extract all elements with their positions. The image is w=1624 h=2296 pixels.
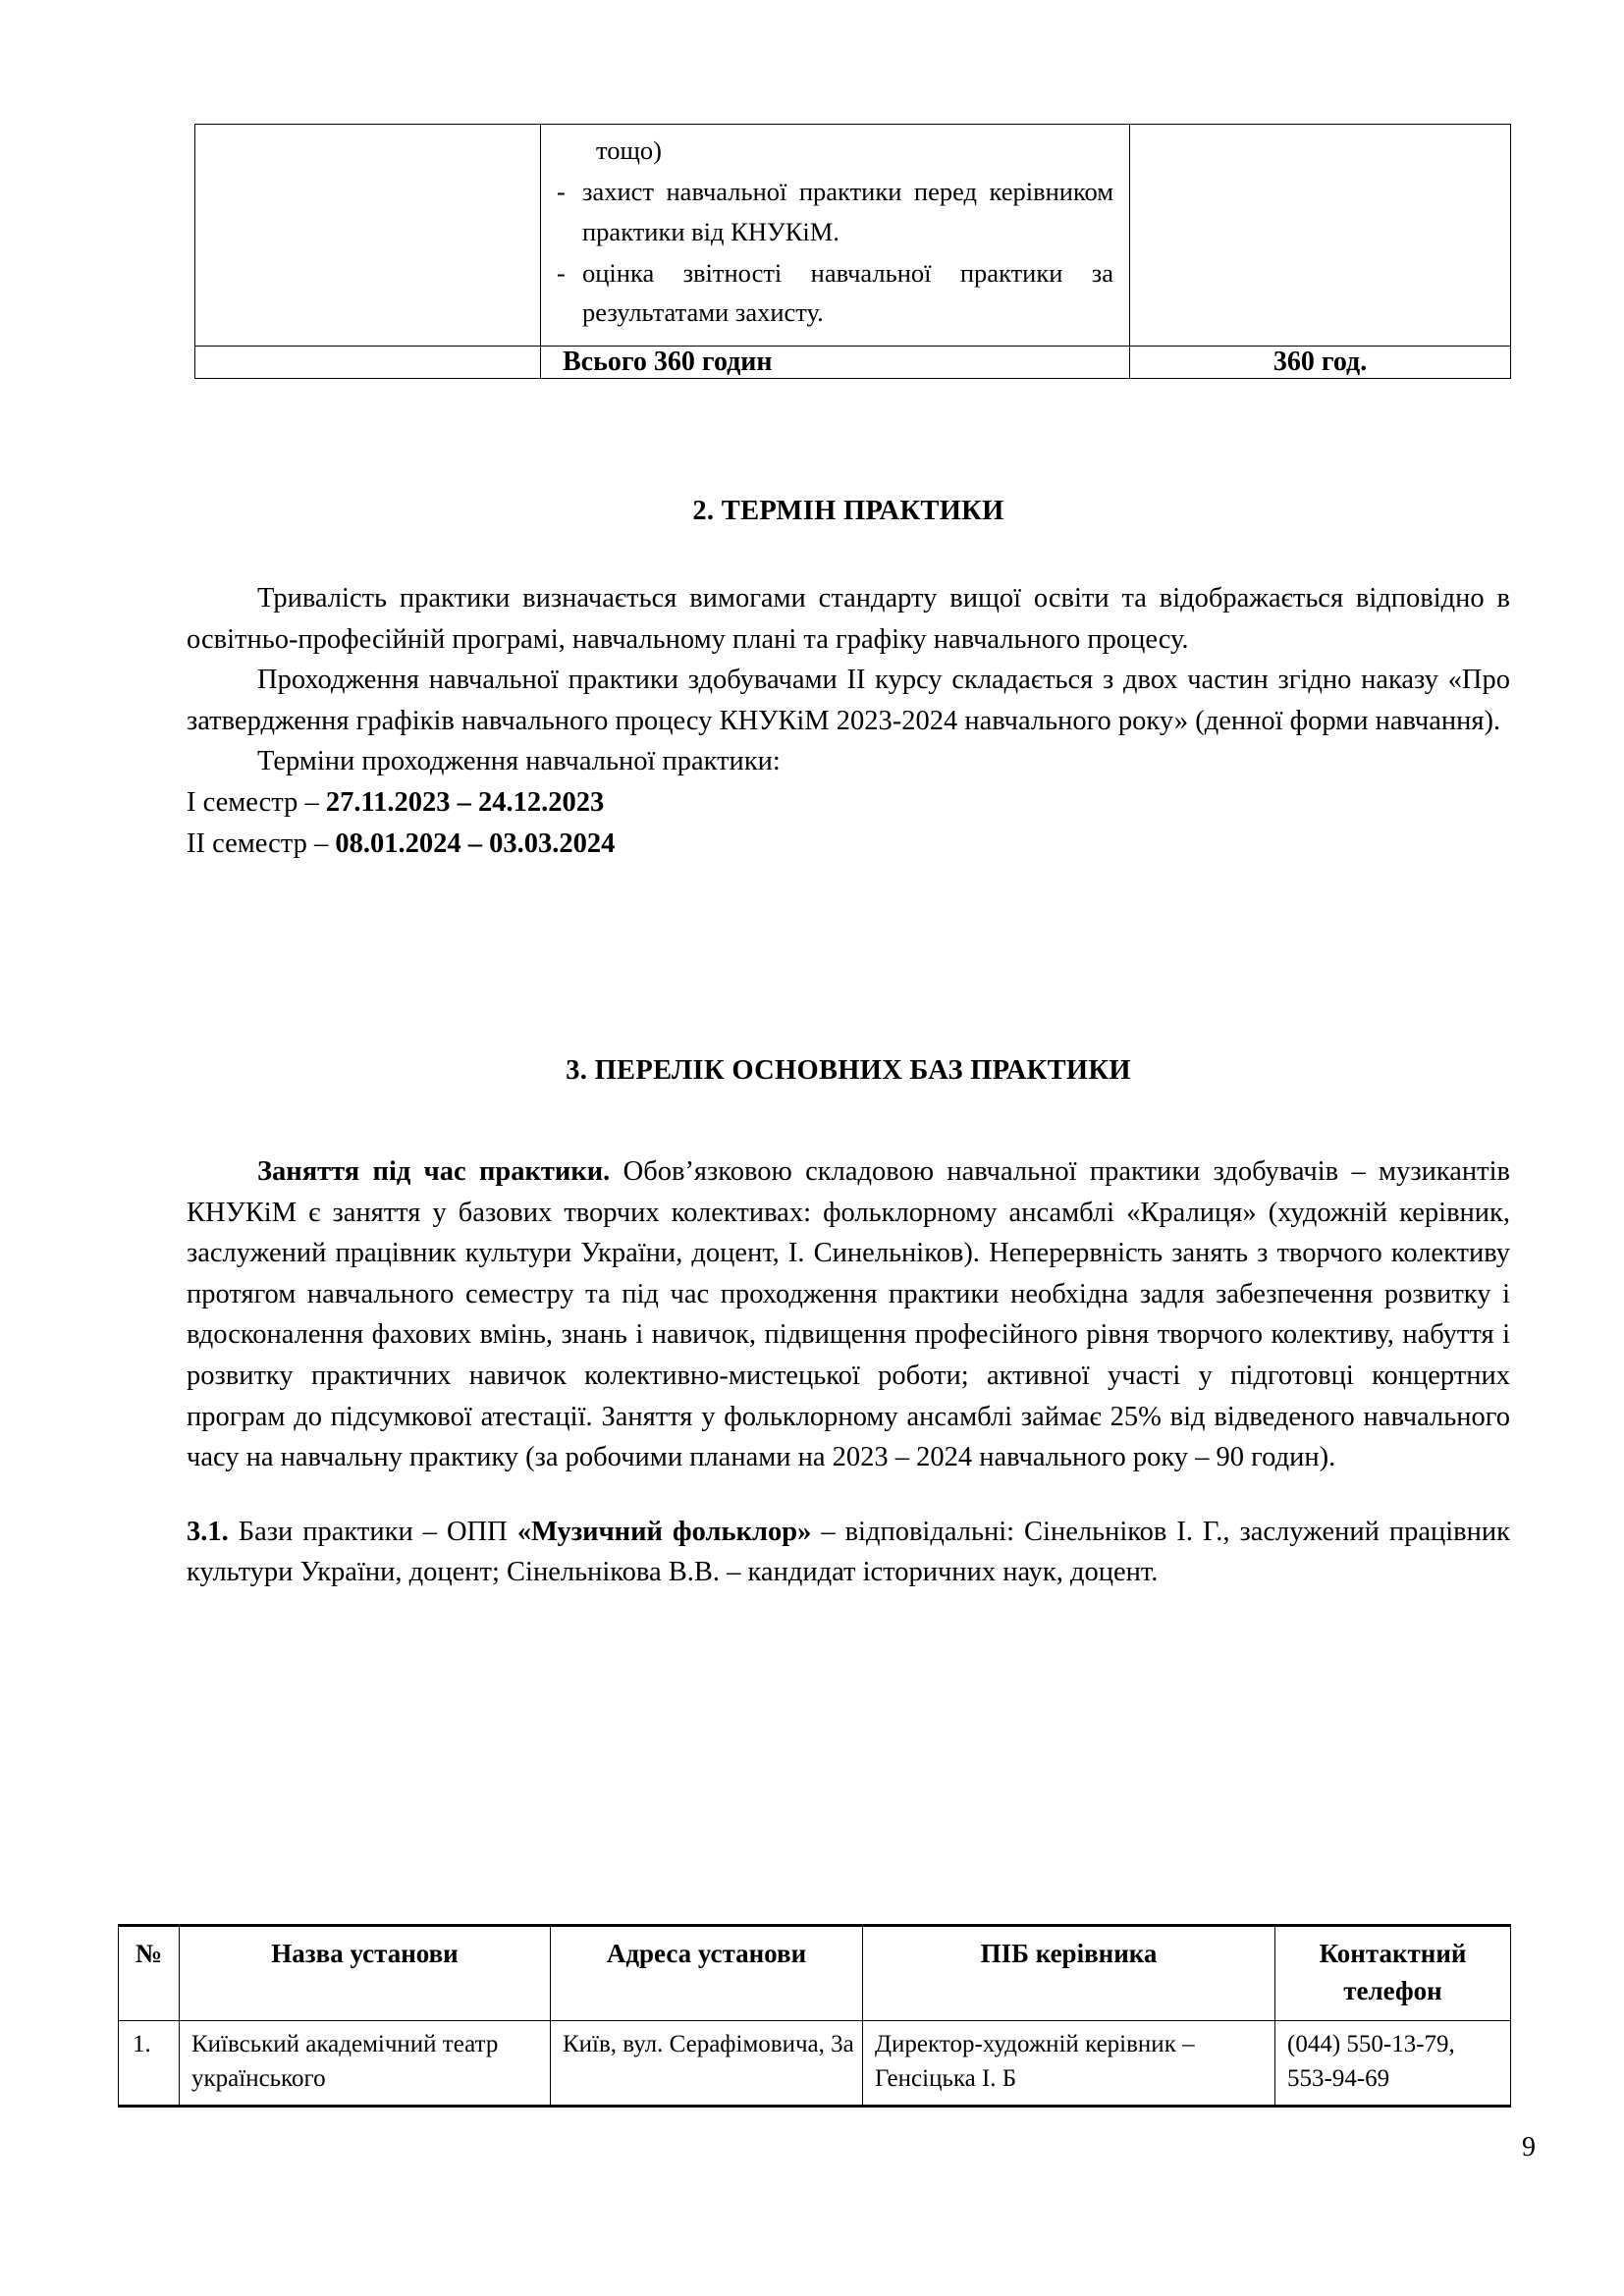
total-label: Всього 360 годин — [541, 347, 1130, 379]
section-3 — [187, 1055, 1510, 1593]
semester-1-label: І семестр – — [187, 787, 326, 819]
section-2-paragraph-1: Тривалість практики визначається вимогами стандарту вищої освіти та відображається відповідно в освітньо-професійній програмі, навчальному плані та графіку навчального процесу. — [187, 583, 1510, 655]
bullet-dash-icon: - — [557, 177, 566, 207]
section-2-paragraph-2: Проходження навчальної практики здобувачами ІІ курсу складається з двох частин згідно наказу «Про затвердження графіків навчального процесу КНУКіМ 2023-2024 навчального року» (денної форми навчання). — [187, 665, 1510, 736]
content-list-cell — [541, 125, 1130, 347]
list-item-text: оцінка звітності навчальної практики за результатами захисту. — [582, 257, 1113, 328]
header-institution-name: Назва установи — [180, 1926, 551, 2021]
header-institution-address: Адреса установи — [551, 1926, 863, 2021]
empty-cell-left — [195, 125, 541, 347]
table-row — [195, 125, 1511, 347]
section-3-heading: 3. ПЕРЕЛІК ОСНОВНИХ БАЗ ПРАКТИКИ — [566, 1055, 1131, 1086]
table-header-row — [119, 1926, 1511, 2021]
list-item — [557, 253, 1113, 333]
lead-bold-run: Заняття під час практики. — [257, 1156, 611, 1187]
table-row — [119, 2020, 1511, 2106]
header-supervisor-name: ПІБ керівника — [863, 1926, 1275, 2021]
cell-number: 1. — [119, 2020, 180, 2106]
section-2 — [187, 496, 1510, 864]
empty-cell-right — [1130, 125, 1511, 347]
item-3-1-paragraph — [187, 1512, 1510, 1593]
section-3-lead-paragraph — [187, 1151, 1510, 1478]
cell-institution-address: Київ, вул. Серафімовича, 3а — [551, 2020, 863, 2106]
list-item — [557, 172, 1113, 251]
section-2-paragraph-3: Терміни проходження навчальної практики: — [257, 746, 781, 777]
header-contact-phone: Контактний телефон — [1275, 1926, 1511, 2021]
cell-institution-name: Київський академічний театр українського — [180, 2020, 551, 2106]
semester-2-label: ІІ семестр – — [187, 828, 336, 859]
semester-1-line — [187, 782, 1510, 824]
cell-first-line: тощо) — [596, 135, 662, 165]
semester-2-line — [187, 824, 1510, 865]
table-total-row — [195, 347, 1511, 379]
page-number: 9 — [1522, 2132, 1536, 2163]
semester-1-dates: 27.11.2023 – 24.12.2023 — [325, 787, 605, 819]
total-value: 360 год. — [1130, 347, 1511, 379]
item-3-1-number: 3.1. — [187, 1516, 229, 1547]
item-3-1-text-before: Бази практики – ОПП — [228, 1516, 517, 1547]
practice-bases-table — [118, 1924, 1511, 2108]
bullet-dash-icon: - — [557, 257, 566, 288]
cell-supervisor-name: Директор-художній керівник – Генсіцька І. Б — [863, 2020, 1275, 2106]
header-number: № — [119, 1926, 180, 2021]
list-item-text: захист навчальної практики перед керівником практики від КНУКіМ. — [582, 177, 1113, 246]
item-3-1-program-name: «Музичний фольклор» — [516, 1516, 812, 1547]
total-empty-cell — [195, 347, 541, 379]
section-2-heading: 2. ТЕРМІН ПРАКТИКИ — [692, 496, 1004, 526]
cell-contact-phone: (044) 550-13-79, 553-94-69 — [1275, 2020, 1511, 2106]
practice-hours-table — [194, 124, 1511, 379]
semester-2-dates: 08.01.2024 – 03.03.2024 — [335, 828, 616, 859]
lead-rest-run: Обов’язковою складовою навчальної практики здобувачів – музикантів КНУКіМ є заняття у базових творчих колективах: фольклорному ансамблі «Кралиця» (художній керівник, заслужений працівник культури України, доцент, І. Синельніков). Неперервність занять з творчого колективу протягом навчального семестру та під час проходження практики необхідна задля забезпечення розвитку і вдосконалення фахових вмінь, знань і навичок, підвищення професійного рівня творчого колективу, набуття і розвитку практичних навичок колективно-мистецької роботи; активної участі у підготовці концертних програм до підсумкової атестації. Заняття у фольклорному ансамблі займає 25% від відведеного навчального часу на навчальну практику (за робочими планами на 2023 – 2024 навчального року – 90 годин). — [187, 1156, 1511, 1473]
item-3-1-text-after: – відповідальні: Сінельніков І. Г., заслужений працівник культури України, доцент; Сінельнікова В.В. – кандидат історичних наук, доцент. — [187, 1516, 1510, 1588]
